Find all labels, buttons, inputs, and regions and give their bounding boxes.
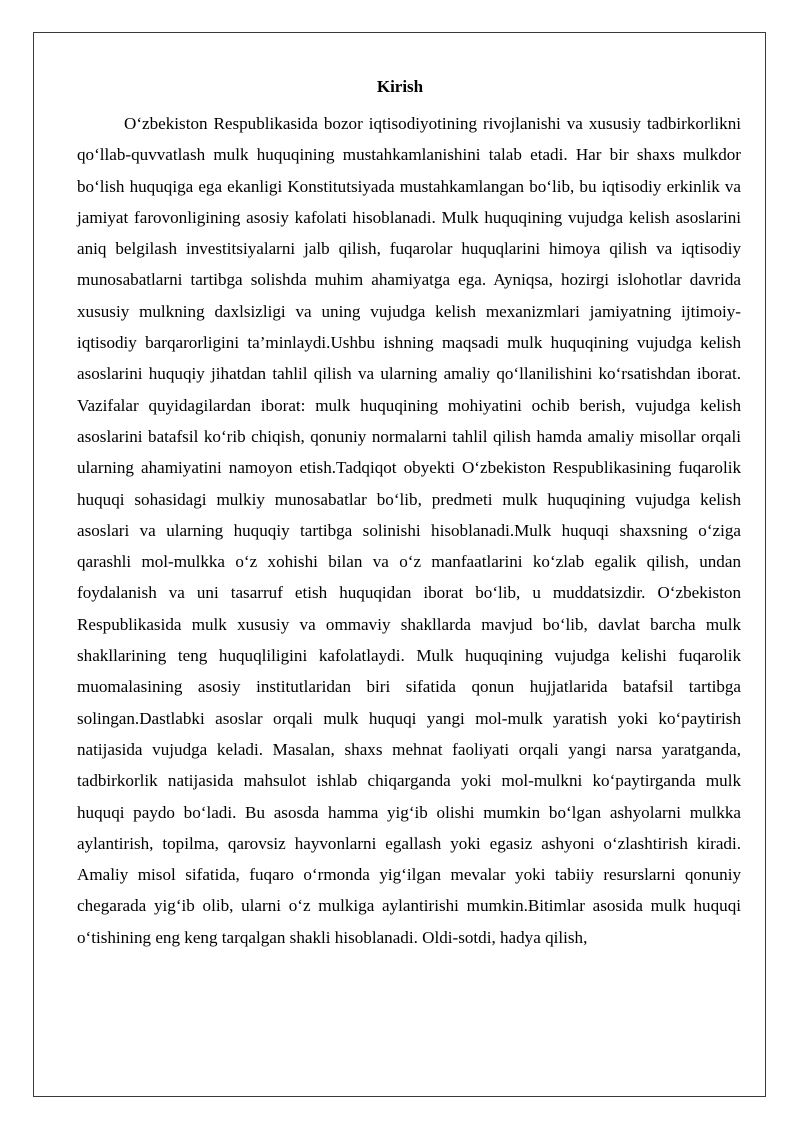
body-paragraph: O‘zbekiston Respublikasida bozor iqtisodiyotining rivojlanishi va xususiy tadbirkorlikni qo‘llab-quvvatlash mulk huquqining mustahkamlanishini talab etadi. Har bir shaxs mulkdor bo‘lish huquqiga ega ekanligi Konstitutsiyada mustahkamlangan bo‘lib, bu iqtisodiy erkinlik va jamiyat farovonligining asosiy kafolati hisoblanadi. Mulk huquqining vujudga kelish asoslarini aniq belgilash investitsiyalarni jalb qilish, fuqarolar huquqlarini himoya qilish va iqtisodiy munosabatlarni tartibga solishda muhim ahamiyatga ega. Ayniqsa, hozirgi islohotlar davrida xususiy mulkning daxlsizligi va uning vujudga kelish mexanizmlari jamiyatning ijtimoiy-iqtisodiy barqarorligini ta’minlaydi.Ushbu ishning maqsadi mulk huquqining vujudga kelish asoslarini huquqiy jihatdan tahlil qilish va ularning amaliy qo‘llanilishini ko‘rsatishdan iborat. Vazifalar quyidagilardan iborat: mulk huquqining mohiyatini ochib berish, vujudga kelish asoslarini batafsil ko‘rib chiqish, qonuniy normalarni tahlil qilish hamda amaliy misollar orqali ularning ahamiyatini namoyon etish.Tadqiqot obyekti O‘zbekiston Respublikasining fuqarolik huquqi sohasidagi mulkiy munosabatlar bo‘lib, predmeti mulk huquqining vujudga kelish asoslari va ularning huquqiy tartibga solinishi hisoblanadi.Mulk huquqi shaxsning o‘ziga qarashli mol-mulkka o‘z xohishi bilan va o‘z manfaatlarini ko‘zlab egalik qilish, undan foydalanish va uni tasarruf etish huquqidan iborat bo‘lib, u muddatsizdir. O‘zbekiston Respublikasida mulk xususiy va ommaviy shakllarda mavjud bo‘lib, davlat barcha mulk shakllarining teng huquqliligini kafolatlaydi. Mulk huquqining vujudga kelishi fuqarolik muomalasining asosiy institutlaridan biri sifatida qonun hujjatlarida batafsil tartibga solingan.Dastlabki asoslar orqali mulk huquqi yangi mol-mulk yaratish yoki ko‘paytirish natijasida vujudga keladi. Masalan, shaxs mehnat faoliyati orqali yangi narsa yaratganda, tadbirkorlik natijasida mahsulot ishlab chiqarganda yoki mol-mulkni ko‘paytirganda mulk huquqi paydo bo‘ladi. Bu asosda hamma yig‘ib olishi mumkin bo‘lgan ashyolarni mulkka aylantirish, topilma, qarovsiz hayvonlarni egallash yoki egasiz ashyoni o‘zlashtirish kiradi. Amaliy misol sifatida, fuqaro o‘rmonda yig‘ilgan mevalar yoki tabiiy resurslarni qonuniy chegarada yig‘ib olib, ularni o‘z mulkiga aylantirishi mumkin.Bitimlar asosida mulk huquqi o‘tishining eng keng tarqalgan shakli hisoblanadi. Oldi-sotdi, hadya qilish,: [77, 114, 741, 947]
section-heading: Kirish: [376, 77, 424, 96]
